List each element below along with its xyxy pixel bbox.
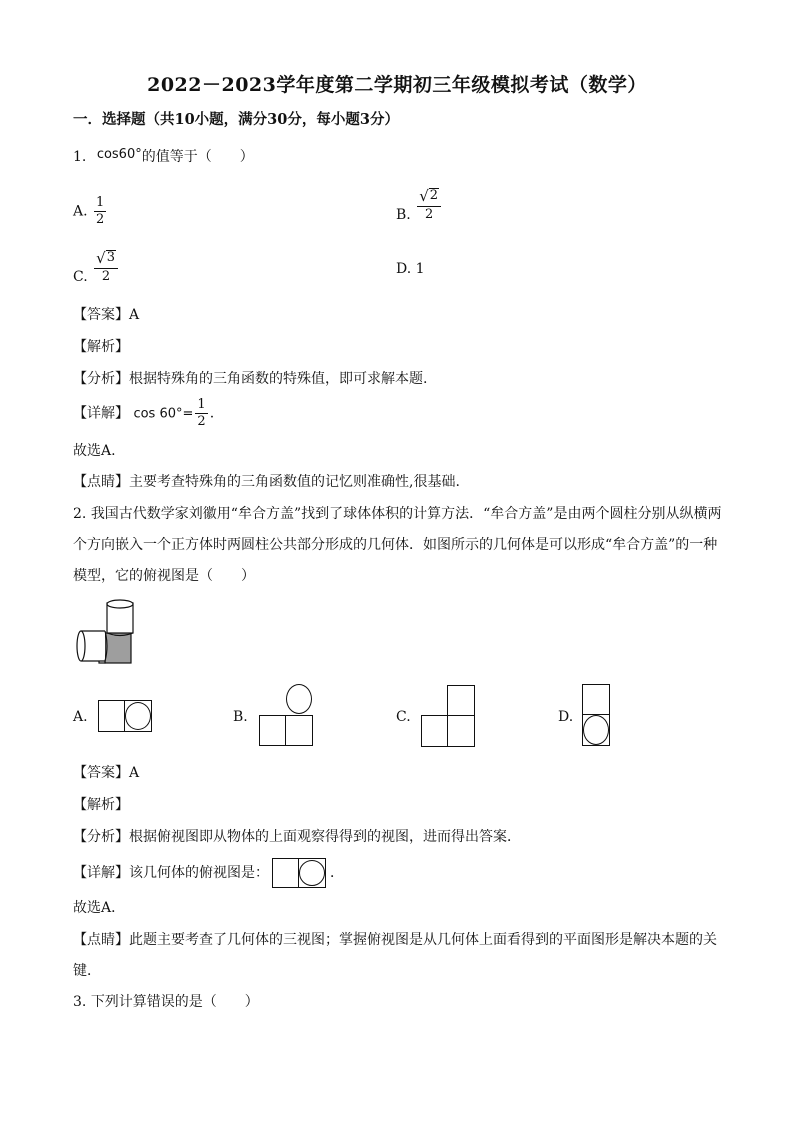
square-shape — [285, 715, 313, 746]
q2-option-b-figure — [259, 684, 313, 746]
q2-option-c-figure — [421, 685, 475, 747]
square-shape — [447, 715, 475, 747]
square-shape — [98, 700, 126, 732]
answer-value: A — [129, 307, 140, 323]
cos-expression: cos60° — [96, 147, 142, 162]
question-2-line-3: 模型，它的俯视图是（ ） — [73, 568, 255, 584]
question-2-line-1 — [73, 504, 721, 524]
denominator: 2 — [424, 207, 434, 222]
q1-dianjing — [73, 472, 460, 492]
question-number: 1. — [73, 149, 87, 165]
denominator: 2 — [96, 212, 105, 227]
dianjing-tag: 【点睛】 — [73, 932, 129, 948]
q1-answer — [73, 305, 139, 325]
fraction-sqrt3-over-2 — [94, 250, 118, 284]
answer-tag: 【答案】 — [73, 765, 129, 781]
circle-shape — [286, 684, 312, 714]
option-label: A. — [73, 203, 88, 220]
q2-option-a-figure — [98, 700, 152, 732]
q1-xiangjie — [73, 398, 214, 429]
circle-shape — [583, 715, 609, 745]
q2-xiangjie — [73, 863, 269, 883]
fenxi-text: 根据俯视图即从物体的上面观察得得到的视图，进而得出答案． — [129, 829, 521, 845]
dianjing-text: 此题主要考查了几何体的三视图；掌握俯视图是从几何体上面看得到的平面图形是解决本题的关 — [129, 932, 717, 948]
dianjing-tag: 【点睛】 — [73, 474, 129, 490]
q2-dianjing-line-2: 键． — [73, 963, 101, 979]
q2-option-d-label: D. — [558, 709, 574, 725]
q1-option-c — [73, 250, 120, 284]
fraction-one-half — [94, 196, 106, 227]
option-label: C. — [73, 269, 88, 285]
q2-answer — [73, 763, 139, 783]
xiangjie-text: 该几何体的俯视图是： — [129, 865, 269, 881]
question-number: 2. — [73, 506, 87, 522]
circle-shape — [299, 860, 325, 886]
q2-fenxi — [73, 827, 521, 847]
sqrt-symbol: √ 3 — [96, 249, 115, 267]
xiangjie-expression: cos 60°= — [133, 406, 194, 422]
question-3-stem — [73, 992, 259, 1012]
page-title: 2022－2023学年度第二学期初三年级模拟考试（数学） — [147, 74, 647, 96]
q2-option-c-label: C. — [396, 709, 411, 725]
radicand: 2 — [429, 188, 439, 203]
q2-option-a-label: A. — [73, 709, 88, 725]
square-shape — [272, 858, 300, 888]
square-shape — [582, 684, 610, 716]
option-label: B. — [396, 207, 411, 223]
geometric-solid-figure — [73, 598, 139, 668]
option-value: 1 — [415, 261, 425, 277]
question-1-stem — [73, 147, 254, 168]
section-heading: 一．选择题（共10小题，满分30分，每小题3分） — [73, 111, 399, 128]
q1-fenxi — [73, 369, 427, 389]
question-2-line-2: 个方向嵌入一个正方体时两圆柱公共部分形成的几何体．如图所示的几何体是可以形成“牟合方盖”的一种 — [73, 537, 718, 553]
circle-shape — [125, 702, 151, 730]
square-shape — [259, 715, 287, 746]
square-shape — [447, 685, 475, 717]
q1-option-b — [396, 188, 443, 222]
xiangjie-tag: 【详解】 — [73, 405, 129, 422]
fenxi-tag: 【分析】 — [73, 829, 129, 845]
fenxi-text: 根据特殊角的三角函数的特殊值，即可求解本题. — [129, 371, 428, 387]
question-stem-text: 下列计算错误的是（ ） — [90, 994, 259, 1010]
denominator: 2 — [197, 414, 206, 429]
q2-dianjing-line-1 — [73, 930, 717, 950]
xiangjie-tag: 【详解】 — [73, 865, 129, 881]
q2-conclusion: 故选A． — [73, 900, 126, 916]
denominator: 2 — [101, 269, 111, 284]
period: . — [209, 405, 215, 422]
q1-conclusion: 故选A. — [73, 443, 116, 459]
answer-tag: 【答案】 — [73, 307, 129, 323]
q2-option-b-label: B. — [233, 709, 248, 725]
q1-analysis-tag: 【解析】 — [73, 339, 129, 355]
numerator: 1 — [197, 397, 206, 412]
q1-option-a — [73, 196, 108, 227]
fraction-one-half — [195, 398, 207, 429]
q2-top-view-figure — [272, 858, 326, 888]
q2-analysis-tag: 【解析】 — [73, 797, 129, 813]
question-stem-text: 的值等于（ ） — [141, 149, 254, 165]
sqrt-symbol: √ 2 — [419, 187, 439, 205]
question-stem-text: 我国古代数学家刘徽用“牟合方盖”找到了球体体积的计算方法．“牟合方盖”是由两个圆柱分别从纵横两 — [90, 506, 722, 522]
question-number: 3. — [73, 994, 87, 1010]
q2-option-d-figure — [582, 684, 610, 746]
period: ． — [330, 865, 344, 881]
q1-option-d — [396, 259, 425, 279]
radicand: 3 — [106, 250, 115, 265]
fenxi-tag: 【分析】 — [73, 371, 129, 387]
dianjing-text: 主要考查特殊角的三角函数值的记忆则准确性,很基础. — [129, 474, 460, 490]
fraction-sqrt2-over-2 — [417, 188, 441, 222]
answer-value: A — [129, 765, 140, 781]
option-label: D. — [396, 261, 412, 277]
numerator: 1 — [96, 195, 105, 210]
square-shape — [421, 715, 449, 747]
